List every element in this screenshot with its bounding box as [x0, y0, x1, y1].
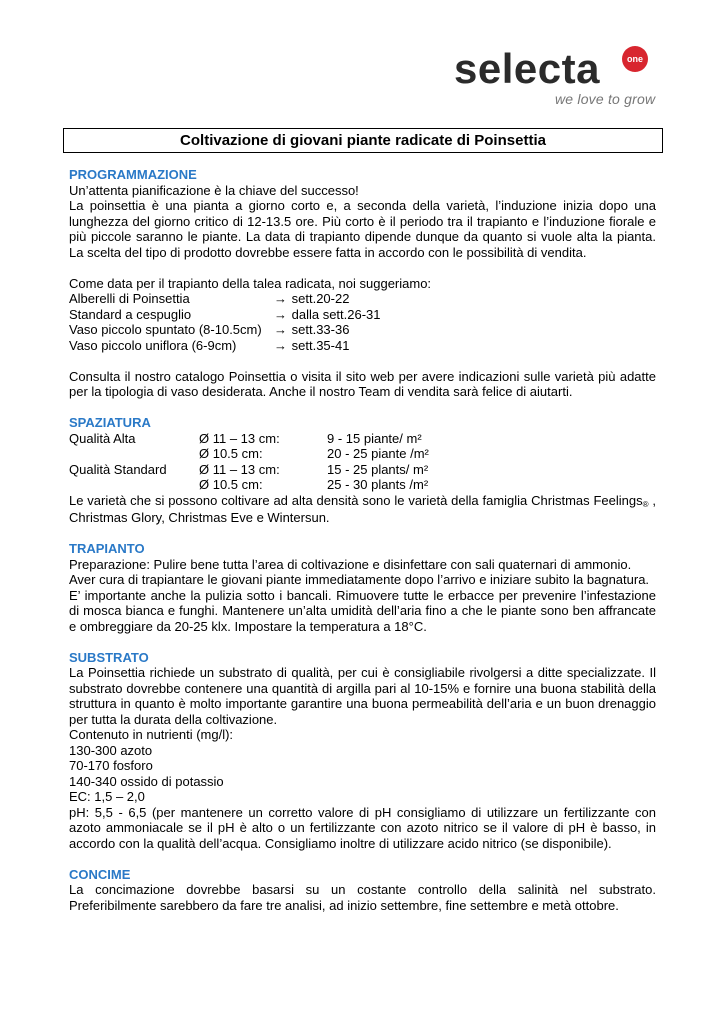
schedule-value: dalla sett.26-31: [291, 306, 381, 322]
document-body: [69, 167, 656, 913]
programmazione-suggest: Come data per il trapianto della talea radicata, noi suggeriamo:: [69, 275, 432, 291]
programmazione-paragraph: La poinsettia è una pianta a giorno corto e, a seconda della varietà, l’induzione inizia dopo una lunghezza del giorno critico di 12-13.5 ore. Più corto è il periodo tra il trapianto e l’induzione fiorale e più piccole saranno le piante. La data di trapianto dipende dunque da quanto si vuole alta la pianta. La scelta del tipo di prodotto dovrebbe essere fatta in accordo con le possibilità di vendita.: [69, 198, 656, 260]
schedule-label: Standard a cespuglio: [69, 306, 192, 322]
schedule-label: Vaso piccolo uniflora (6-9cm): [69, 337, 237, 353]
substrato-line: 130-300 azoto: [69, 742, 153, 758]
substrato-line: 70-170 fosforo: [69, 758, 153, 773]
programmazione-intro: Un’attenta pianificazione è la chiave del successo!: [69, 182, 359, 198]
logo-wordmark: selecta: [454, 45, 600, 92]
section-heading-substrato: SUBSTRATO: [69, 649, 149, 665]
arrow-right-icon: →: [274, 306, 287, 322]
spacing-quality: Qualità Standard: [69, 461, 167, 477]
spacing-quality: [69, 446, 199, 462]
trapianto-preparazione: Preparazione: Pulire bene tutta l’area di coltivazione e disinfettare con sali quaternari di ammonio.: [69, 556, 632, 572]
schedule-label: Vaso piccolo spuntato (8-10.5cm): [69, 322, 262, 337]
schedule-value: sett.35-41: [291, 337, 350, 353]
spaziatura-note-text: Le varietà che si possono coltivare ad alta densità sono le varietà della famiglia Christmas Feelings: [69, 492, 643, 508]
spacing-row: [69, 462, 656, 478]
trapianto-bagnatura: Aver cura di trapiantare le giovani piante immediatamente dopo l’arrivo e iniziare subito la bagnatura.: [69, 572, 650, 587]
schedule-value: sett.33-36: [291, 322, 350, 337]
registered-mark: ®: [642, 499, 649, 509]
selecta-logo: [450, 44, 660, 114]
section-heading-spaziatura: SPAZIATURA: [69, 415, 151, 430]
spacing-row: [69, 477, 656, 493]
spaziatura-note-end: , Christmas Glory, Christmas Eve e Wintersun.: [69, 492, 656, 525]
substrato-ph: pH: 5,5 - 6,5 (per mantenere un corretto valore di pH consigliamo di utilizzare un fertilizzante con azoto ammoniacale se il pH è alto o un fertilizzante con azoto nitrico se il valore di pH è basso, in accordo con la qualità dell’acqua. Consigliamo inoltre di utilizzare acido nitrico (se disponibile).: [69, 804, 656, 851]
programmazione-catalog: Consulta il nostro catalogo Poinsettia o visita il sito web per avere indicazioni sulle varietà più adatte per la tipologia di vaso desiderata. Anche il nostro Team di vendita sarà felice di aiutarti.: [69, 368, 656, 399]
schedule-row: [69, 307, 656, 323]
substrato-line: Contenuto in nutrienti (mg/l):: [69, 727, 234, 742]
arrow-right-icon: →: [274, 291, 287, 306]
spacing-density: 20 - 25 piante /m²: [327, 446, 429, 461]
substrato-line: EC: 1,5 – 2,0: [69, 789, 145, 804]
spacing-size: Ø 11 – 13 cm:: [199, 430, 280, 446]
logo-badge: one: [622, 46, 648, 72]
spacing-size: Ø 10.5 cm:: [199, 446, 263, 461]
concime-paragraph: La concimazione dovrebbe basarsi su un costante controllo della salinità nel substrato. Preferibilmente sarebbero da fare tre analisi, ad inizio settembre, fine settembre e metà ottobre.: [69, 882, 656, 913]
spacing-quality: Qualità Alta: [69, 430, 136, 446]
arrow-right-icon: →: [274, 322, 287, 337]
section-heading-concime: CONCIME: [69, 866, 131, 882]
spaziatura-note: [69, 493, 656, 526]
spacing-quality: [69, 477, 199, 493]
section-heading-programmazione: PROGRAMMAZIONE: [69, 167, 197, 182]
section-heading-trapianto: TRAPIANTO: [69, 541, 145, 556]
title-box: [63, 128, 663, 153]
schedule-value: sett.20-22: [291, 291, 350, 306]
arrow-right-icon: →: [274, 337, 287, 353]
spacing-density: 15 - 25 plants/ m²: [327, 461, 429, 477]
schedule-row: [69, 291, 656, 307]
substrato-line: 140-340 ossido di potassio: [69, 773, 224, 789]
spacing-row: [69, 446, 656, 462]
logo-tagline: we love to grow: [555, 91, 656, 107]
spacing-size: Ø 10.5 cm:: [199, 477, 263, 492]
schedule-row: [69, 338, 656, 354]
spacing-density: 9 - 15 piante/ m²: [327, 430, 422, 446]
trapianto-pulizia: E’ importante anche la pulizia sotto i bancali. Rimuovere tutte le erbacce per prevenire l’infestazione di mosca bianca e funghi. Mantenere un’alta umidità dell’aria fino a che le piante sono ben affrancate e ombreggiare da 20-25 klx. Impostare la temperatura a 18°C.: [69, 587, 656, 634]
spacing-row: [69, 431, 656, 447]
spacing-size: Ø 11 – 13 cm:: [199, 461, 280, 477]
schedule-label: Alberelli di Poinsettia: [69, 291, 190, 306]
substrato-paragraph: La Poinsettia richiede un substrato di qualità, per cui è consigliabile rivolgersi a ditte specializzate. Il substrato dovrebbe contenere una quantità di argilla pari al 10-15% e fornire una buona stabilità della struttura in quanto è molto importante garantire una buona permeabilità dell’aria e un buon drenaggio per tutta la durata della coltivazione.: [69, 665, 656, 727]
page-title: Coltivazione di giovani piante radicate di Poinsettia: [180, 132, 546, 149]
spacing-density: 25 - 30 plants /m²: [327, 477, 429, 492]
schedule-row: [69, 322, 656, 338]
